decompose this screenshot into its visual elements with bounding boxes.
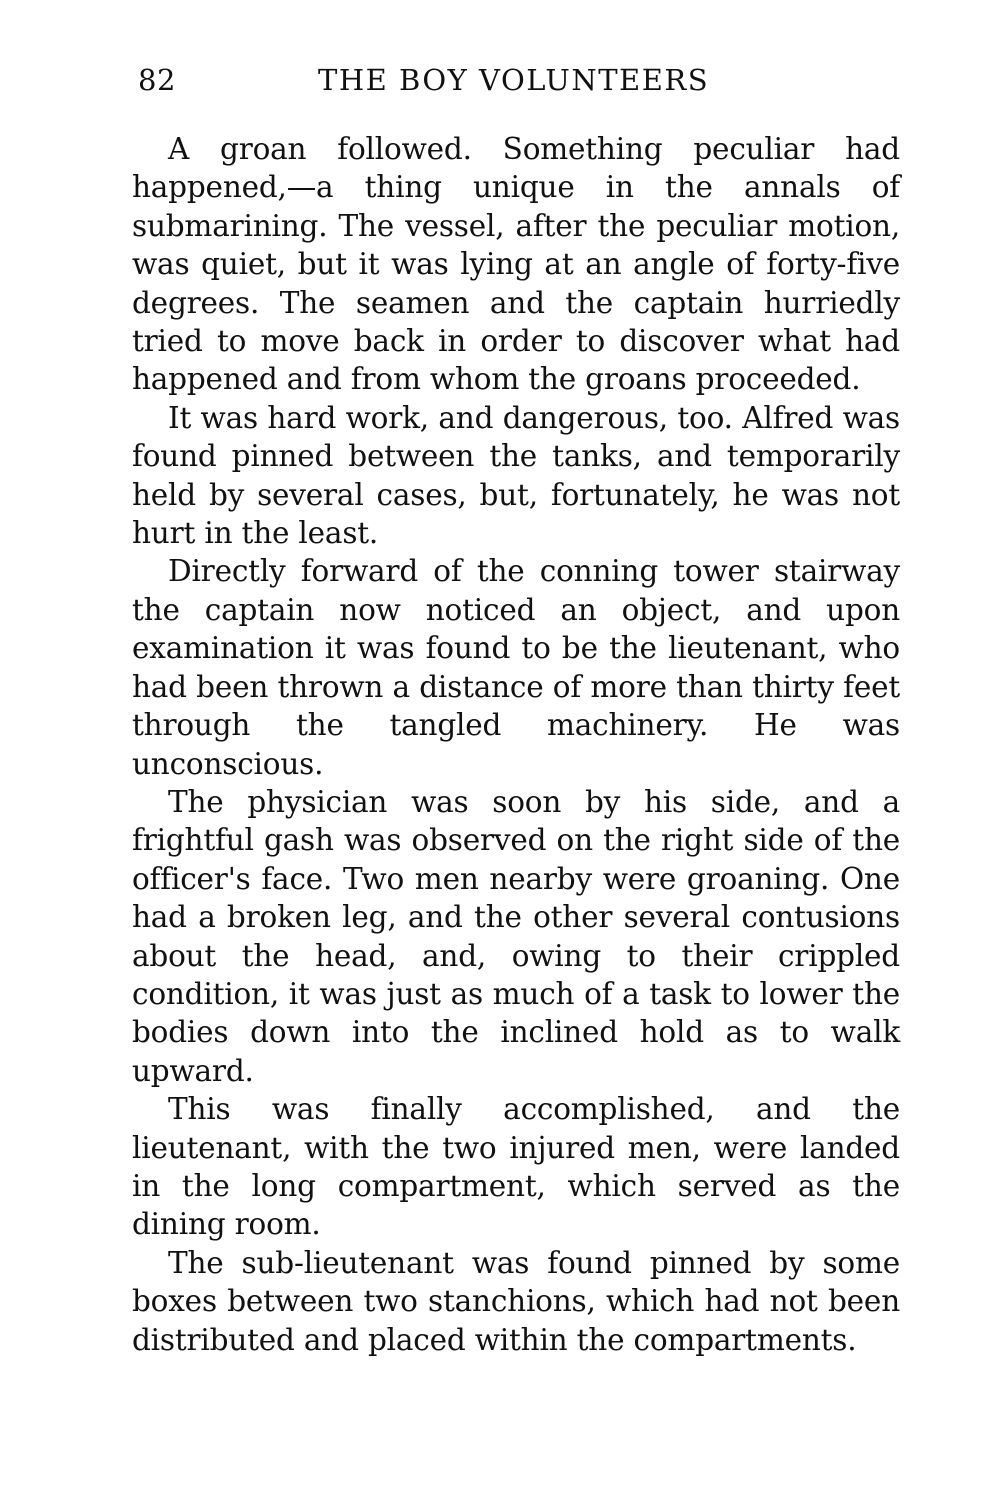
paragraph: Directly forward of the conning tower stairway the captain now noticed an object, and upon examination it was found to be the lieutenant, who had been thrown a distance of more than thirty feet through the tangled machinery. He was unconscious. — [132, 554, 900, 781]
book-title: THE BOY VOLUNTEERS — [318, 63, 710, 97]
paragraph: The physician was soon by his side, and a frightful gash was observed on the right side of the officer's face. Two men nearby were groaning. One had a broken leg, and the other several contusions about the head, and, owing to their crippled condition, it was just as much of a task to lower the bodies down into the inclined hold as to walk upward. — [132, 784, 900, 1088]
paragraph: A groan followed. Something peculiar had happened,—a thing unique in the annals of submarining. The vessel, after the peculiar motion, was quiet, but it was lying at an angle of forty-five degrees. The seamen and the captain hurriedly tried to move back in order to discover what had happened and from whom the groans proceeded. — [132, 132, 900, 397]
paragraph: This was finally accomplished, and the lieutenant, with the two injured men, were landed in the long compartment, which served as the dining room. — [132, 1092, 900, 1242]
paragraph: It was hard work, and dangerous, too. Alfred was found pinned between the tanks, and temporarily held by several cases, but, fortunately, he was not hurt in the least. — [132, 400, 900, 551]
paragraph: The sub-lieutenant was found pinned by some boxes between two stanchions, which had not been distributed and placed within the compartments. — [132, 1245, 900, 1357]
body-text — [132, 130, 900, 1359]
running-head — [138, 58, 900, 102]
page-number: 82 — [138, 63, 176, 97]
